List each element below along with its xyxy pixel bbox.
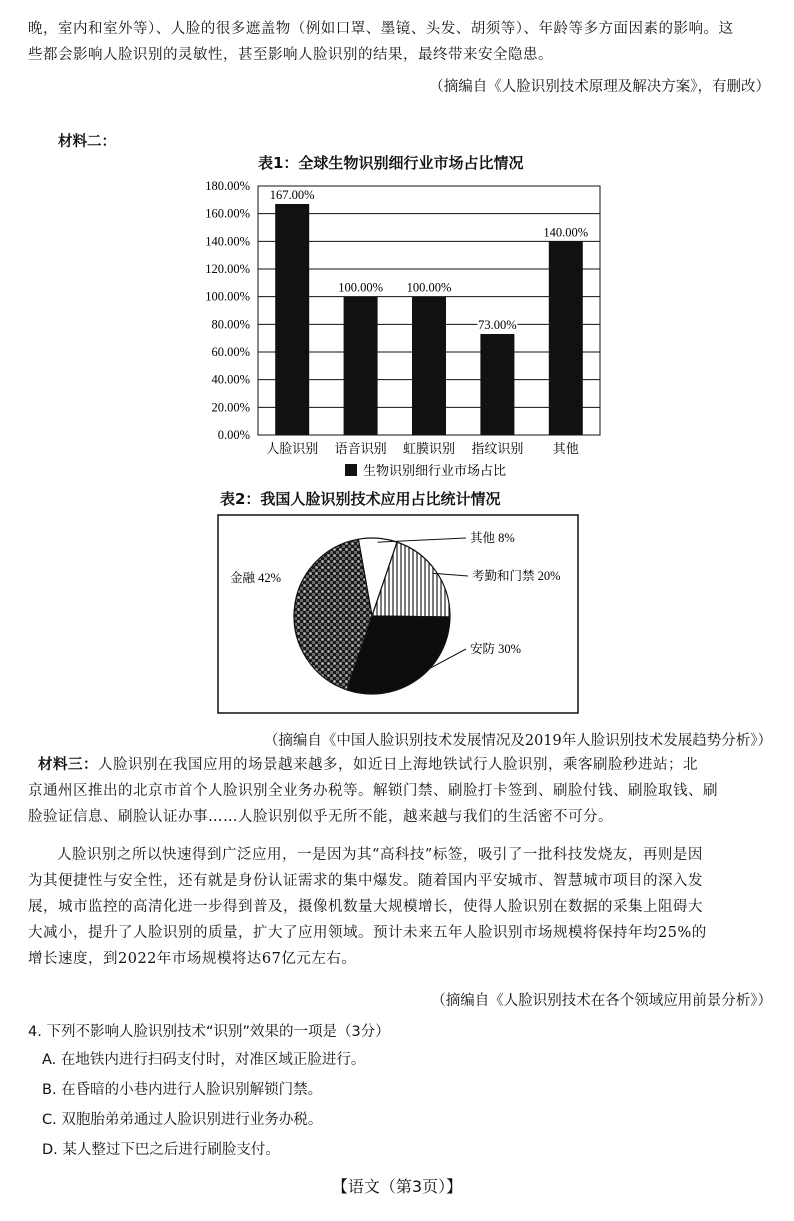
x-tick-label: 语音识别 — [334, 441, 387, 456]
bar — [549, 241, 583, 435]
y-tick-label: 160.00% — [205, 206, 250, 221]
question-stem: 4. 下列不影响人脸识别技术“识别”效果的一项是（3分） — [28, 1024, 390, 1040]
option-c[interactable]: C. 双胞胎弟弟通过人脸识别进行业务办税。 — [42, 1112, 323, 1128]
x-tick-label: 人脸识别 — [266, 441, 319, 456]
material3-paragraph-2 — [28, 842, 773, 972]
bar — [275, 204, 309, 435]
y-tick-label: 60.00% — [211, 345, 250, 359]
material3-text — [28, 752, 773, 830]
slice-label: 安防 30% — [470, 642, 522, 656]
page-footer: 【语文（第3页）】 — [331, 1177, 463, 1196]
y-tick-label: 180.00% — [205, 179, 250, 193]
y-tick-label: 0.00% — [217, 428, 250, 442]
y-tick-label: 80.00% — [211, 317, 250, 332]
material3-line: 展，城市监控的高清化进一步得到普及，摄像机数量大规模增长，使得人脸识别在数据的采集上阻碍大 — [28, 899, 703, 915]
data-label: 167.00% — [269, 187, 315, 202]
y-tick-label: 120.00% — [205, 262, 250, 276]
option-a[interactable]: A. 在地铁内进行扫码支付时，对准区域正脸进行。 — [42, 1052, 366, 1068]
legend-swatch — [345, 464, 357, 476]
material1-line: 晚，室内和室外等）、人脸的很多遮盖物（例如口罩、墨镜、头发、胡须等）、年龄等多方面因素的影响。这 — [28, 21, 734, 37]
material3-line: 脸验证信息、刷脸认证办事……人脸识别似乎无所不能，越来越与我们的生活密不可分。 — [28, 809, 613, 825]
bar — [412, 297, 446, 435]
data-label: 100.00% — [338, 280, 383, 295]
data-label: 100.00% — [406, 280, 452, 295]
material3-line: 为其便捷性与安全性，还有就是身份认证需求的集中爆发。随着国内平安城市、智慧城市项目的深入发 — [28, 873, 703, 889]
material3-line: 材料三：人脸识别在我国应用的场景越来越多，如近日上海地铁试行人脸识别，乘客刷脸秒进站；北 — [38, 756, 698, 773]
slice-label: 考勤和门禁 20% — [472, 569, 561, 583]
y-tick-label: 40.00% — [211, 372, 250, 387]
slice-label: 金融 42% — [230, 571, 282, 585]
material3-line: 京通州区推出的北京市首个人脸识别全业务办税等。解锁门禁、刷脸打卡签到、刷脸付钱、刷脸取钱、刷 — [28, 783, 718, 799]
slice-label: 其他 8% — [470, 531, 515, 545]
material3-line: 大减小，提升了人脸识别的质量，扩大了应用领域。预计未来五年人脸识别市场规模将保持年均25%的 — [28, 925, 707, 941]
material3-source: （摘编自《人脸识别技术在各个领域应用前景分析》） — [431, 993, 772, 1009]
material3-line: 人脸识别之所以快速得到广泛应用，一是因为其“高科技”标签，吸引了一批科技发烧友，再则是因 — [57, 847, 703, 863]
x-tick-label: 指纹识别 — [471, 441, 524, 456]
legend-label: 生物识别细行业市场占比 — [363, 463, 507, 478]
option-d[interactable]: D. 某人整过下巴之后进行刷脸支付。 — [42, 1142, 280, 1158]
material2-label: 材料二： — [58, 133, 116, 150]
material2-source: （摘编自《中国人脸识别技术发展情况及2019年人脸识别技术发展趋势分析》） — [263, 733, 772, 749]
bar-chart — [0, 170, 794, 500]
data-label: 140.00% — [543, 225, 589, 240]
pie-chart-title: 表2：我国人脸识别技术应用占比统计情况 — [220, 490, 501, 508]
y-tick-label: 140.00% — [205, 234, 250, 249]
material1-text — [28, 16, 773, 68]
material3-label: 材料三： — [38, 756, 98, 773]
material3-line: 增长速度，到2022年市场规模将达67亿元左右。 — [28, 951, 357, 967]
bar-chart-title: 表1：全球生物识别细行业市场占比情况 — [258, 154, 524, 172]
option-b[interactable]: B. 在昏暗的小巷内进行人脸识别解锁门禁。 — [42, 1082, 323, 1098]
material1-source: （摘编自《人脸识别技术原理及解决方案》，有删改） — [429, 79, 770, 95]
y-tick-label: 100.00% — [205, 289, 250, 304]
x-tick-label: 虹膜识别 — [402, 441, 456, 456]
pie-chart — [0, 512, 794, 722]
x-tick-label: 其他 — [552, 441, 579, 456]
y-tick-label: 20.00% — [211, 400, 250, 415]
data-label: 73.00% — [478, 318, 517, 333]
material1-line: 些都会影响人脸识别的灵敏性，甚至影响人脸识别的结果，最终带来安全隐患。 — [28, 47, 553, 63]
bar — [344, 297, 378, 435]
bar — [480, 334, 514, 435]
